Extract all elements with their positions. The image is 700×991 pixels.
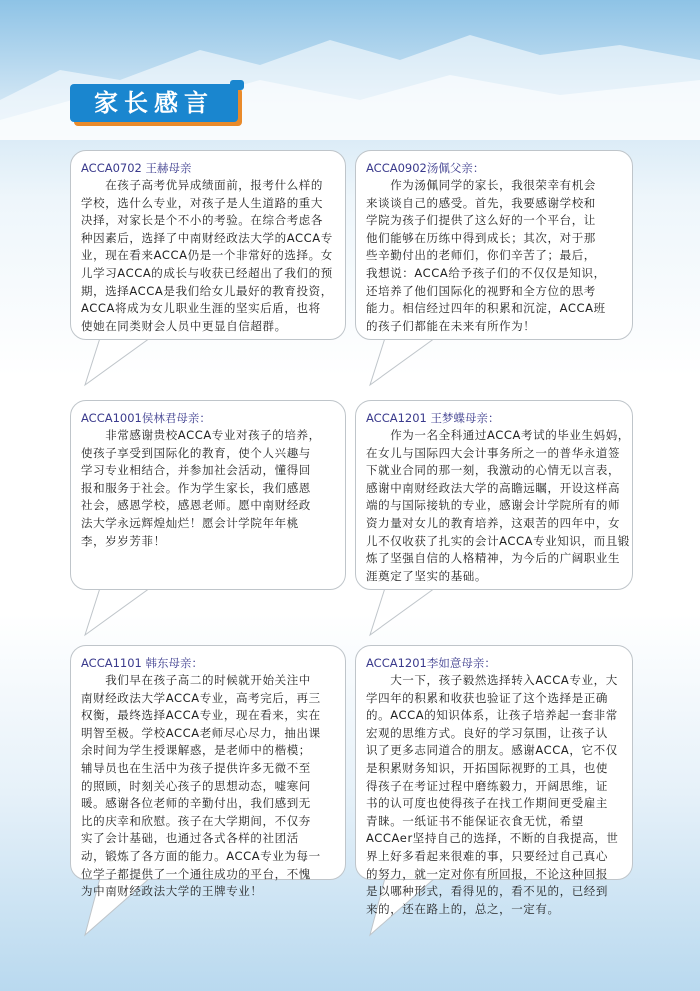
- testimonial-text-line: 的照顾，时刻关心孩子的思想动态，嘘寒问: [81, 778, 311, 793]
- testimonial-text-line: 得孩子在考证过程中磨练毅力，开阔思维，证: [366, 778, 608, 793]
- testimonial-text-line: 决择，对家长是个不小的考验。在综合考虑各: [81, 213, 323, 228]
- testimonial-text-line: 位学子都提供了一个通往成功的平台，不愧: [81, 866, 311, 881]
- testimonial-bubble: [355, 645, 633, 916]
- testimonial-text-line: 学四年的积累和收获也验证了这个选择是正确: [366, 690, 608, 705]
- testimonial-text-line: 作为一名全科通过ACCA考试的毕业生妈妈，: [366, 428, 630, 442]
- testimonial-text-line: 种因素后，选择了中南财经政法大学的ACCA专: [81, 230, 333, 245]
- testimonial-text-line: 宏观的思维方式。良好的学习氛围，让孩子认: [366, 725, 608, 740]
- testimonial-text-line: 使孩子享受到国际化的教育，使个人兴趣与: [81, 445, 311, 460]
- testimonial-text-line: 实了会计基础，也通过各式各样的社团活: [81, 831, 299, 846]
- testimonial-author: ACCA1201 王梦蝶母亲：: [366, 411, 500, 425]
- testimonial-text-line: 我们早在孩子高二的时候就开始关注中: [81, 673, 311, 687]
- testimonial-text-line: 端的与国际接轨的专业，感谢会计学院所有的师: [366, 498, 621, 513]
- testimonial-text-line: 为中南财经政法大学的王牌专业！: [81, 884, 263, 899]
- testimonial-text-line: 南财经政法大学ACCA专业，高考完后，再三: [81, 690, 321, 705]
- testimonial-text-line: 还培养了他们国际化的视野和全方位的思考: [366, 283, 596, 298]
- testimonial-text-line: 学院为孩子们提供了这么好的一个平台，让: [366, 213, 596, 228]
- testimonial-text-line: 明智至极。学校ACCA老师尽心尽力，抽出课: [81, 725, 321, 740]
- testimonial-text-line: 的。ACCA的知识体系，让孩子培养起一套非常: [366, 708, 618, 723]
- testimonial-text-line: 书的认可度也使得孩子在找工作期间更受雇主: [366, 796, 608, 811]
- testimonial-text-line: 涯奠定了坚实的基础。: [366, 568, 487, 583]
- testimonial-text-line: 些辛勤付出的老师们，你们辛苦了；最后，: [366, 248, 596, 263]
- testimonial-text-line: 非常感谢贵校ACCA专业对孩子的培养，: [81, 428, 321, 442]
- testimonial-text-line: 权衡，最终选择ACCA专业，现在看来，实在: [81, 708, 321, 723]
- testimonial-text-line: 资力量对女儿的教育培养，这艰苦的四年中，女: [366, 515, 621, 530]
- testimonial-text-line: 是以哪种形式，看得见的，看不见的，已经到: [366, 884, 608, 899]
- testimonial-text-line: 感谢中南财经政法大学的高瞻远瞩，开设这样高: [366, 480, 621, 495]
- testimonial-text-line: 报和服务于社会。作为学生家长，我们感恩: [81, 480, 311, 495]
- testimonial-text-line: 在孩子高考优异成绩面前，报考什么样的: [81, 178, 323, 192]
- testimonial-text-line: 下就业合同的那一刻，我激动的心情无以言表，: [366, 463, 621, 478]
- testimonial-text-line: 学习专业相结合，并参加社会活动，懂得回: [81, 463, 311, 478]
- testimonial-author: ACCA0902汤佩父亲：: [366, 161, 485, 175]
- testimonial-author: ACCA0702 王赫母亲: [81, 161, 192, 175]
- testimonial-text-line: 余时间为学生授课解惑，是老师中的楷模；: [81, 743, 311, 758]
- testimonial-text-line: 在女儿与国际四大会计事务所之一的普华永道签: [366, 445, 621, 460]
- section-title: 家长感言: [70, 84, 238, 122]
- testimonial-text-line: 我想说：ACCA给予孩子们的不仅仅是知识，: [366, 265, 606, 280]
- testimonial-text-line: 大一下，孩子毅然选择转入ACCA专业，大: [366, 673, 618, 687]
- testimonial-text-line: 界上好多看起来很难的事，只要经过自己真心: [366, 848, 608, 863]
- testimonial-text-line: 炼了坚强自信的人格精神，为今后的广阔职业生: [366, 551, 621, 566]
- testimonial-text-line: 社会，感恩学校，感恩老师。愿中南财经政: [81, 498, 311, 513]
- testimonial-text-line: ACCA将成为女儿职业生涯的坚实后盾，也将: [81, 301, 321, 316]
- testimonial-text-line: 的孩子们都能在未来有所作为！: [366, 318, 536, 333]
- testimonial-text-line: 学校，选什么专业，对孩子是人生道路的重大: [81, 195, 323, 210]
- testimonial-text-line: 的努力，就一定对你有所回报，不论这种回报: [366, 866, 608, 881]
- testimonial-text-line: 使她在同类财会人员中更显自信超群。: [81, 318, 287, 333]
- testimonial-text-line: 暖。感谢各位老师的辛勤付出，我们感到无: [81, 796, 311, 811]
- testimonial-text-line: 儿不仅收获了扎实的会计ACCA专业知识，而且锻: [366, 533, 630, 548]
- testimonial-text-line: ACCAer坚持自己的选择，不断的自我提高，世: [366, 831, 619, 846]
- testimonial-text-line: 来谈谈自己的感受。首先，我要感谢学校和: [366, 195, 596, 210]
- testimonial-author: ACCA1001侯林君母亲：: [81, 411, 211, 425]
- testimonial-text-line: 识了更多志同道合的朋友。感谢ACCA，它不仅: [366, 743, 618, 758]
- testimonial-text-line: 法大学永远辉煌灿烂！愿会计学院年年桃: [81, 515, 299, 530]
- testimonial-text-line: 儿学习ACCA的成长与收获已经超出了我们的预: [81, 265, 333, 280]
- testimonial-text-line: 期，选择ACCA是我们给女儿最好的教育投资，: [81, 283, 333, 298]
- testimonial-text-line: 比的庆幸和欣慰。孩子在大学期间，不仅夯: [81, 813, 311, 828]
- testimonial-text-line: 李，岁岁芳菲！: [81, 533, 166, 548]
- testimonial-text-line: 是积累财务知识，开拓国际视野的工具，也使: [366, 760, 608, 775]
- testimonial-text-line: 能力。相信经过四年的积累和沉淀，ACCA班: [366, 301, 606, 316]
- testimonial-text-line: 青睐。一纸证书不能保证衣食无忧，希望: [366, 813, 584, 828]
- testimonial-text-line: 作为汤佩同学的家长，我很荣幸有机会: [366, 178, 596, 192]
- testimonial-text-line: 辅导员也在生活中为孩子提供许多无微不至: [81, 760, 311, 775]
- testimonial-text-line: 业，现在看来ACCA仍是一个非常好的选择。女: [81, 248, 333, 263]
- testimonial-text-line: 他们能够在历练中得到成长；其次，对于那: [366, 230, 596, 245]
- testimonial-text-line: 来的，还在路上的，总之，一定有。: [366, 901, 560, 916]
- testimonial-author: ACCA1101 韩东母亲：: [81, 656, 204, 670]
- testimonial-author: ACCA1201李如意母亲：: [366, 656, 496, 670]
- testimonial-text-line: 动，锻炼了各方面的能力。ACCA专业为每一: [81, 848, 321, 863]
